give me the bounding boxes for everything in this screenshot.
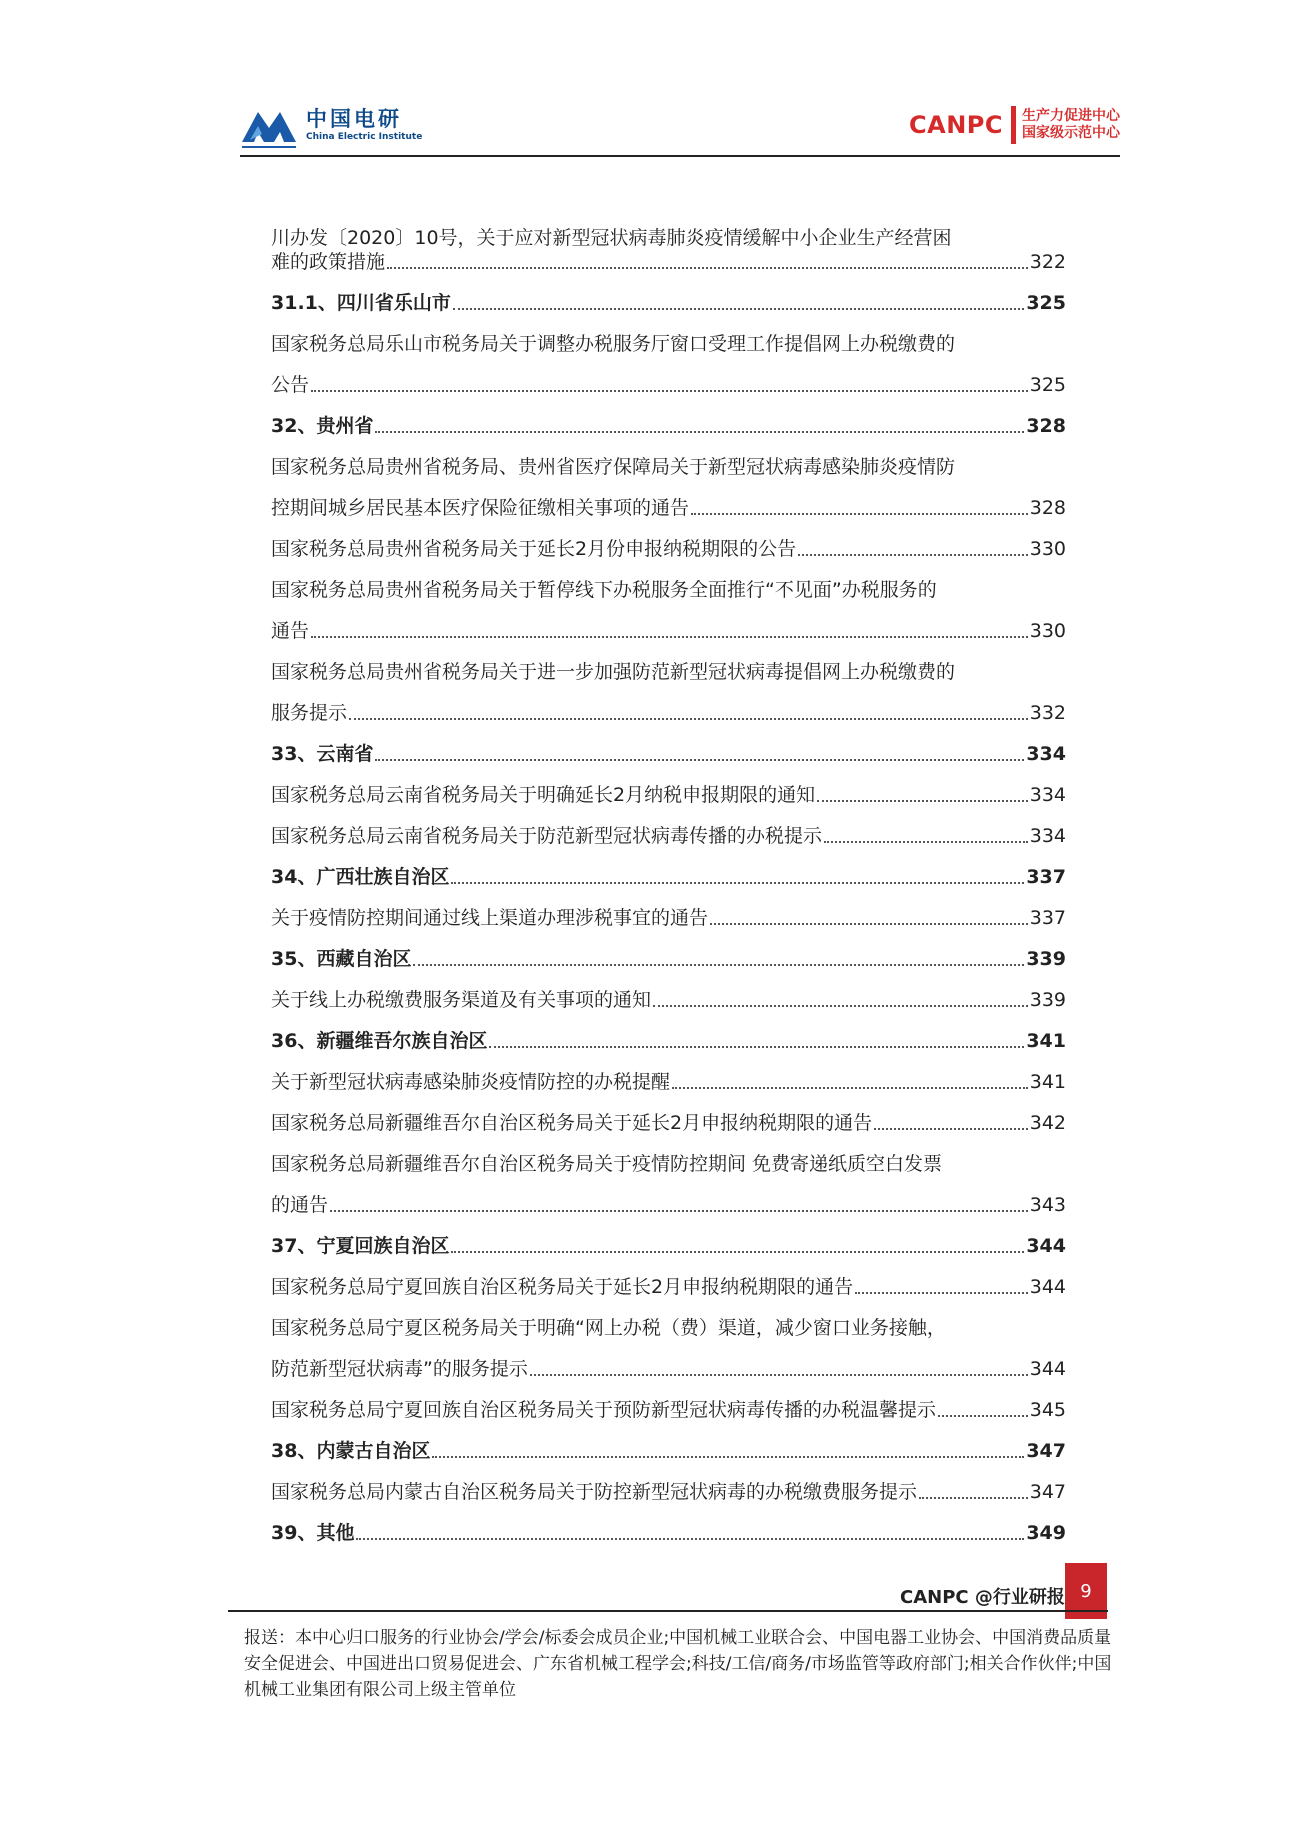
header-divider	[240, 155, 1120, 157]
toc-section-heading	[271, 1234, 1066, 1258]
toc-page-number: 342	[1029, 1112, 1066, 1134]
toc-entry-title: 36、新疆维吾尔族自治区	[271, 1030, 488, 1052]
toc-entries	[271, 250, 1066, 1545]
toc-page-number: 349	[1026, 1522, 1066, 1544]
china-electric-institute-logo	[240, 100, 422, 150]
toc-item	[271, 373, 1066, 397]
toc-entry-first-line: 国家税务总局贵州省税务局关于暂停线下办税服务全面推行“不见面”办税服务的	[271, 579, 937, 601]
toc-section-heading	[271, 1521, 1066, 1545]
dot-leader	[938, 1415, 1028, 1417]
toc-entry[interactable]	[271, 1152, 1066, 1217]
brand-divider	[1011, 106, 1016, 144]
toc-item	[271, 537, 1066, 561]
toc-section-heading	[271, 865, 1066, 889]
toc-page-number: 334	[1029, 825, 1066, 847]
mountain-logo-icon	[240, 102, 298, 148]
toc-entry[interactable]	[271, 291, 1066, 315]
toc-entry-title: 35、西藏自治区	[271, 948, 412, 970]
dot-leader	[432, 1456, 1024, 1458]
toc-section-heading	[271, 1029, 1066, 1053]
toc-entry[interactable]	[271, 742, 1066, 766]
toc-entry-title: 难的政策措施	[271, 251, 386, 273]
toc-entry-title: 国家税务总局宁夏回族自治区税务局关于延长2月申报纳税期限的通告	[271, 1276, 854, 1298]
toc-entry-title: 国家税务总局贵州省税务局关于延长2月份申报纳税期限的公告	[271, 538, 797, 560]
toc-entry[interactable]	[271, 1398, 1066, 1422]
dot-leader	[413, 964, 1024, 966]
dot-leader	[530, 1374, 1028, 1376]
dot-leader	[798, 554, 1028, 556]
toc-entry-title: 国家税务总局云南省税务局关于防范新型冠状病毒传播的办税提示	[271, 825, 823, 847]
dot-leader	[855, 1292, 1028, 1294]
toc-item	[271, 701, 1066, 725]
toc-entry[interactable]	[271, 1480, 1066, 1504]
toc-entry[interactable]	[271, 906, 1066, 930]
toc-entry[interactable]	[271, 578, 1066, 643]
dot-leader	[453, 308, 1024, 310]
toc-item	[271, 1480, 1066, 1504]
toc-page-number: 341	[1026, 1030, 1066, 1052]
toc-entry-title: 国家税务总局云南省税务局关于明确延长2月纳税申报期限的通知	[271, 784, 816, 806]
toc-entry[interactable]	[271, 947, 1066, 971]
dot-leader	[874, 1128, 1028, 1130]
toc-entry-title: 关于新型冠状病毒感染肺炎疫情防控的办税提醒	[271, 1071, 671, 1093]
page-number: 9	[1065, 1563, 1107, 1619]
toc-page-number: 332	[1029, 702, 1066, 724]
dot-leader	[653, 1005, 1028, 1007]
dot-leader	[311, 636, 1028, 638]
toc-section-heading	[271, 414, 1066, 438]
canpc-logo	[909, 106, 1120, 144]
toc-entry-title: 39、其他	[271, 1522, 355, 1544]
toc-entry[interactable]	[271, 1111, 1066, 1135]
dot-leader	[919, 1497, 1028, 1499]
toc-entry-title: 国家税务总局内蒙古自治区税务局关于防控新型冠状病毒的办税缴费服务提示	[271, 1481, 918, 1503]
toc-page-number: 337	[1026, 866, 1066, 888]
toc-entry-title: 国家税务总局宁夏回族自治区税务局关于预防新型冠状病毒传播的办税温馨提示	[271, 1399, 937, 1421]
toc-page-number: 347	[1029, 1481, 1066, 1503]
toc-entry[interactable]	[271, 250, 1066, 274]
toc-continued-line: 川办发〔2020〕10号，关于应对新型冠状病毒肺炎疫情缓解中小企业生产经营困	[271, 227, 952, 249]
toc-entry[interactable]	[271, 824, 1066, 848]
logo-chinese-name: 中国电研	[306, 107, 402, 131]
toc-page-number: 328	[1026, 415, 1066, 437]
toc-page-number: 339	[1029, 989, 1066, 1011]
logo-english-name: China Electric Institute	[306, 132, 423, 142]
toc-entry[interactable]	[271, 1439, 1066, 1463]
toc-entry-title: 国家税务总局新疆维吾尔自治区税务局关于延长2月申报纳税期限的通告	[271, 1112, 873, 1134]
toc-entry-title: 通告	[271, 620, 310, 642]
toc-entry-title: 公告	[271, 374, 310, 396]
dot-leader	[387, 267, 1028, 269]
toc-entry-first-line: 国家税务总局贵州省税务局、贵州省医疗保障局关于新型冠状病毒感染肺炎疫情防	[271, 456, 956, 478]
toc-entry-title: 关于线上办税缴费服务渠道及有关事项的通知	[271, 989, 652, 1011]
dot-leader	[824, 841, 1028, 843]
toc-entry[interactable]	[271, 1234, 1066, 1258]
toc-entry-title: 的通告	[271, 1194, 329, 1216]
toc-section-heading	[271, 742, 1066, 766]
dot-leader	[349, 718, 1028, 720]
toc-page-number: 344	[1029, 1358, 1066, 1380]
toc-item	[271, 250, 1066, 274]
toc-entry-title: 38、内蒙古自治区	[271, 1440, 431, 1462]
toc-entry[interactable]	[271, 1070, 1066, 1094]
toc-entry[interactable]	[271, 988, 1066, 1012]
toc-page-number: 330	[1029, 620, 1066, 642]
dot-leader	[311, 390, 1028, 392]
toc-entry-title: 服务提示	[271, 702, 348, 724]
toc-entry[interactable]	[271, 537, 1066, 561]
toc-page-number: 337	[1029, 907, 1066, 929]
toc-item	[271, 1111, 1066, 1135]
toc-entry-title: 防范新型冠状病毒”的服务提示	[271, 1358, 528, 1380]
distribution-note: 报送：本中心归口服务的行业协会/学会/标委会成员企业;中国机械工业联合会、中国电器工业协会、中国消费品质量安全促进会、中国进出口贸易促进会、广东省机械工程学会;科技/工信/商务/市场监管等政府部门;相关合作伙伴;中国机械工业集团有限公司上级主管单位	[244, 1628, 1112, 1700]
toc-section-heading	[271, 291, 1066, 315]
toc-entry[interactable]	[271, 332, 1066, 397]
toc-page-number: 344	[1026, 1235, 1066, 1257]
toc-page-number: 347	[1026, 1440, 1066, 1462]
toc-entry[interactable]	[271, 660, 1066, 725]
brand-line-2: 国家级示范中心	[1022, 125, 1120, 141]
toc-entry-first-line: 国家税务总局贵州省税务局关于进一步加强防范新型冠状病毒提倡网上办税缴费的	[271, 661, 956, 683]
toc-section-heading	[271, 947, 1066, 971]
toc-entry-first-line: 国家税务总局新疆维吾尔自治区税务局关于疫情防控期间 免费寄递纸质空白发票	[271, 1153, 943, 1175]
dot-leader	[375, 431, 1024, 433]
toc-page-number: 341	[1029, 1071, 1066, 1093]
toc-item	[271, 496, 1066, 520]
dot-leader	[489, 1046, 1024, 1048]
toc-item	[271, 1275, 1066, 1299]
toc-item	[271, 1070, 1066, 1094]
toc-page-number: 343	[1029, 1194, 1066, 1216]
toc-entry-first-line: 国家税务总局乐山市税务局关于调整办税服务厅窗口受理工作提倡网上办税缴费的	[271, 333, 956, 355]
dot-leader	[451, 1251, 1024, 1253]
toc-entry-title: 37、宁夏回族自治区	[271, 1235, 450, 1257]
footer-divider	[228, 1610, 1108, 1612]
brand-line-1: 生产力促进中心	[1022, 108, 1120, 124]
dot-leader	[375, 759, 1024, 761]
toc-page-number: 322	[1029, 251, 1066, 273]
toc-page-number: 330	[1029, 538, 1066, 560]
toc-entry[interactable]	[271, 455, 1066, 520]
toc-page-number: 325	[1029, 374, 1066, 396]
toc-entry-title: 34、广西壮族自治区	[271, 866, 450, 888]
toc-section-heading	[271, 1439, 1066, 1463]
toc-entry[interactable]	[271, 1316, 1066, 1381]
toc-entry-title: 关于疫情防控期间通过线上渠道办理涉税事宜的通告	[271, 907, 709, 929]
toc-entry[interactable]	[271, 1275, 1066, 1299]
toc-entry[interactable]	[271, 865, 1066, 889]
toc-page-number: 328	[1029, 497, 1066, 519]
footer-brand: CANPC @行业研报	[900, 1587, 1065, 1608]
toc-item	[271, 1193, 1066, 1217]
toc-entry-first-line: 国家税务总局宁夏区税务局关于明确“网上办税（费）渠道，减少窗口业务接触，	[271, 1317, 946, 1339]
toc-entry[interactable]	[271, 783, 1066, 807]
dot-leader	[356, 1538, 1024, 1540]
dot-leader	[451, 882, 1024, 884]
table-of-contents	[271, 226, 1066, 1562]
canpc-brand: CANPC	[909, 111, 1003, 139]
toc-entry-title: 33、云南省	[271, 743, 374, 765]
toc-item	[271, 783, 1066, 807]
toc-entry-title: 31.1、四川省乐山市	[271, 292, 451, 314]
toc-item	[271, 1357, 1066, 1381]
toc-entry-title: 控期间城乡居民基本医疗保险征缴相关事项的通告	[271, 497, 690, 519]
toc-entry-title: 32、贵州省	[271, 415, 374, 437]
toc-item	[271, 619, 1066, 643]
toc-page-number: 344	[1029, 1276, 1066, 1298]
page-header	[240, 100, 1120, 158]
dot-leader	[330, 1210, 1028, 1212]
toc-item	[271, 988, 1066, 1012]
toc-entry[interactable]	[271, 414, 1066, 438]
dot-leader	[817, 800, 1028, 802]
dot-leader	[691, 513, 1028, 515]
toc-page-number: 339	[1026, 948, 1066, 970]
toc-page-number: 334	[1026, 743, 1066, 765]
toc-item	[271, 1398, 1066, 1422]
toc-item	[271, 824, 1066, 848]
toc-page-number: 345	[1029, 1399, 1066, 1421]
dot-leader	[672, 1087, 1028, 1089]
toc-item	[271, 906, 1066, 930]
toc-entry[interactable]	[271, 1029, 1066, 1053]
toc-page-number: 334	[1029, 784, 1066, 806]
toc-entry[interactable]	[271, 1521, 1066, 1545]
dot-leader	[710, 923, 1028, 925]
toc-page-number: 325	[1026, 292, 1066, 314]
